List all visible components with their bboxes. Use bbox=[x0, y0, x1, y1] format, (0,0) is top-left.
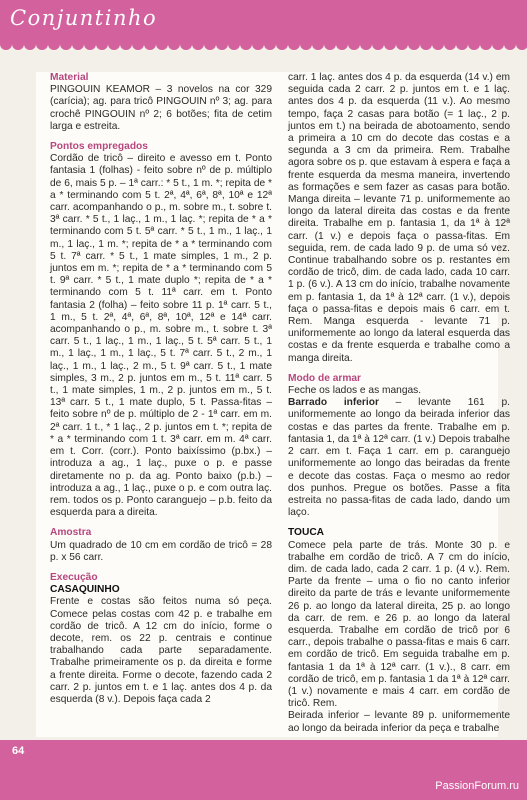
amostra-text: Um quadrado de 10 cm em cordão de tricô = 28 p. x 56 carr. bbox=[50, 539, 272, 563]
section-heading-material: Material bbox=[50, 72, 89, 83]
execucao-text: Frente e costas são feitos numa só peça. Comece pelas costas com 42 p. e trabalhe em cordão de tricô. A 12 cm do início, forme o decote, rem. os 22 p. centrais e continue trabalhando cada parte separadamente. Trabalhe primeiramente os p. da direita e forme a frente direita. Forme o decote, fazendo cada 2 carr. 2 p. juntos em t. e 1 laç. antes dos 4 p. da esquerda (8 v.). Depois faça cada 2 bbox=[50, 596, 272, 705]
section-heading-execucao: Execução bbox=[50, 571, 98, 583]
continued-text: carr. 1 laç. antes dos 4 p. da esquerda (14 v.) em seguida cada 2 carr. 2 p. juntos em t. e 1 laç. antes dos 4 p. da esquerda (11 v.). Ao mesmo tempo, faça 2 casas para botão (= 1 laç., 2 p. juntos em t.) na beirada de abotoamento, sendo a primeira a 10 cm do decote das costas e a segunda a 3 cm da primeira. Rem. Trabalhe agora sobre os p. que estavam à espera e faça a frente esquerda da mesma maneira, invertendo as formações e sem fazer as casas para botão. Manga direita – levante 71 p. uniformemente ao longo da lateral direita das costas e da frente direita. Trabalhe em p. fantasia 1, da 1ª à 12ª carr. (1 v.) e depois faça o passa-fitas. Em seguida, rem. de cada lado 9 p. de uma só vez. Continue trabalhando sobre os p. restantes em cordão de tricô, dim. de cada lado, cada 10 carr. 1 p. (6 v.). A 13 cm do início, trabalhe novamente em p. fantasia 1, da 1ª à 12ª carr. (1 v.), depois faça o passa-fitas e depois mais 6 carr. em t. Rem. Manga esquerda - levante 71 p. uniformemente ao longo da lateral esquerda das costas e da frente esquerda e trabalhe como a manga direita. bbox=[288, 72, 511, 364]
barrado-paragraph bbox=[288, 397, 510, 519]
section-heading-pontos: Pontos empregados bbox=[50, 141, 148, 153]
scalloped-border bbox=[0, 44, 527, 54]
left-column bbox=[50, 72, 272, 706]
page-number: 64 bbox=[12, 745, 25, 757]
article-page bbox=[36, 72, 511, 737]
barrado-label: Barrado inferior bbox=[288, 397, 379, 409]
page-title: Conjuntinho bbox=[10, 6, 158, 30]
subheading-touca: TOUCA bbox=[288, 527, 325, 539]
pontos-text: Cordão de tricô – direito e avesso em t. Ponto fantasia 1 (folhas) - feito sobre nº de p. múltiplo de 6, mais 5 p. – 1ª carr.: * 5 t., 1 m. *; repita de * a * terminando com 5 t. 2ª, 4ª, 6ª, 8ª, 10ª e 12ª carr. acompanhando o p., m. sobre m., t. sobre t. 3ª carr. * 5 t., 1 laç., 1 m., 1 laç. *; repita de * a * terminando com 5 t. 5ª carr. * 5 t., 1 m., 1 laç., 1 m., 1 laç., 1 m. *; repita de * a * terminando com 5 t. 7ª carr. * 5 t., 1 mate simples, 1 m., 2 p. juntos em m. *; repita de * a * terminando com 5 t. 9ª carr. * 5 t., 1 mate duplo *; repita de * a * terminando com 5 t. 11ª carr. em t. Ponto fantasia 2 (folha) – feito sobre 11 p. 1ª carr. 5 t., 1 m., 5 t. 2ª, 4ª, 6ª, 8ª, 10ª, 12ª e 14ª carr. acompanhando o p., m. sobre m., t. sobre t. 3ª carr. 5 t., 1 laç., 1 m., 1 laç., 5 t. 5ª carr. 5 t., 1 m., 1 laç., 1 m., 1 laç., 5 t. 7ª carr. 5 t., 2 m., 1 laç., 1 m., 1 laç., 2 m., 5 t. 9ª carr. 5 t., 1 mate simples, 3 m., 2 p. juntos em m., 5 t. 11ª carr. 5 t., 1 mate simples, 1 m., 2 p. juntos em m., 5 t. 13ª carr. 5 t., 1 mate duplo, 5 t. Passa-fitas – feito sobre nº de p. múltiplo de 2 - 1ª carr. em m. 2ª carr. 1 t., * 1 laç., 2 p. juntos em t. *; repita de * a * terminando com 1 t. 3ª carr. em m. 4ª carr. em t. Corr. (corr.). Ponto baixíssimo (p.bx.) – introduza a ag., 1 laç., puxe o p. e passe diretamente no p. da ag. Ponto baixo (p.b.) – introduza a ag., 1 laç., puxe o p. e com outra laç. rem. todos os p. Ponto caranguejo – p.b. feito da esquerda para a direita. bbox=[50, 153, 272, 519]
section-heading-modo: Modo de armar bbox=[288, 372, 362, 384]
section-heading-amostra: Amostra bbox=[50, 527, 92, 539]
touca-text: Comece pela parte de trás. Monte 30 p. e trabalhe em cordão de tricô. A 7 cm do início, dim. de cada lado, cada 2 carr. 1 p. (4 v.). Rem. Parte da frente – uma o fio no canto inferior direito da parte de trás e levante uniformemente 26 p. ao longo da lateral direita, 25 p. ao longo da carr. de rem. e 26 p. ao longo da lateral esquerda. Trabalhe em cordão de tricô por 6 carr., depois trabalhe o passa-fitas e mais 6 carr. em cordão de tricô. Em seguida trabalhe em p. fantasia 1 da 1ª à 12ª carr. (1 v.)., 8 carr. em cordão de tricô, em p. fantasia 1 da 1ª à 12ª carr. (1 v.) novamente e mais 4 carr. em cordão de tricô. Rem. bbox=[288, 539, 510, 710]
beirada-text: Beirada inferior – levante 89 p. uniformemente ao longo da beirada inferior da peça e trabalhe bbox=[288, 710, 510, 734]
subheading-casaquinho: CASAQUINHO bbox=[50, 584, 120, 596]
right-column bbox=[288, 72, 510, 735]
watermark: PassionForum.ru bbox=[435, 780, 519, 792]
material-text: PINGOUIN KEAMOR – 3 novelos na cor 329 (carícia); ag. para tricô PINGOUIN nº 3; ag. para crochê PINGOUIN nº 2; 6 botões; fita de cetim larga e estreita. bbox=[50, 84, 272, 132]
modo-line: Feche os lados e as mangas. bbox=[288, 385, 422, 397]
barrado-text: – levante 161 p. uniformemente ao longo da beirada inferior das costas e das partes da frente. Trabalhe em p. fantasia 1, da 1ª à 12ª carr. (1 v.) Depois trabalhe 2 carr. em t. Faça 1 carr. em p. caranguejo uniformemente ao longo das beiradas da frente e decote das costas. Faça o mesmo ao redor dos punhos. Pregue os botões. Passe a fita estreita no passa-fitas de cada lado, dando um laço. bbox=[288, 397, 510, 519]
